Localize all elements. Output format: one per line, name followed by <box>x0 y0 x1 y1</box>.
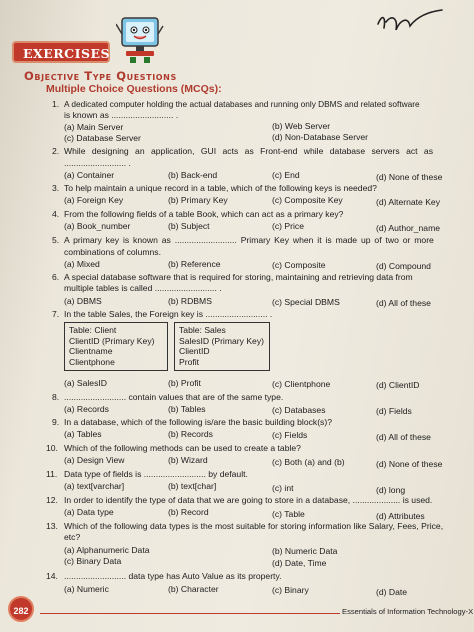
question-text: .......................... . <box>64 158 131 168</box>
question-number: 3. <box>52 183 60 193</box>
option: (c) int <box>272 483 294 493</box>
option: (d) Alternate Key <box>376 197 441 207</box>
client-table <box>64 322 168 371</box>
sales-table-row: Profit <box>179 356 200 367</box>
option: (c) End <box>272 170 300 180</box>
question-text: etc? <box>64 532 81 542</box>
option: (a) SalesID <box>64 378 107 388</box>
question-number: 5. <box>52 235 60 245</box>
mcq-subtitle: Multiple Choice Questions (MCQs): <box>46 83 222 95</box>
question-number: 14. <box>46 571 58 581</box>
footer-divider <box>40 613 340 614</box>
option: (a) Design View <box>64 455 125 465</box>
option: (b) Tables <box>168 404 206 414</box>
option: (b) Numeric Data <box>272 546 338 556</box>
question-text: Data type of fields is .......................... by default. <box>64 469 248 479</box>
option: (a) Book_number <box>64 221 131 231</box>
question-text: In order to identify the type of data that we are going to store in a database, .................... is used. <box>64 495 433 505</box>
option: (c) Special DBMS <box>272 297 340 307</box>
option: (b) RDBMS <box>168 296 212 306</box>
sales-table-title: Table: Sales <box>179 325 226 335</box>
question-text: A primary key is known as .......................... Primary Key when it is made up of two or more <box>64 235 434 245</box>
question-text: From the following fields of a table Book, which can act as a primary key? <box>64 209 344 219</box>
option: (d) Date <box>376 587 408 597</box>
sales-table <box>174 322 270 371</box>
question-text: A dedicated computer holding the actual databases and running only DBMS and related software <box>64 99 420 109</box>
client-table-row: Clientphone <box>69 356 115 367</box>
page-number-badge: 282 <box>8 596 34 622</box>
question-text: .......................... contain values that are of the same type. <box>64 392 284 402</box>
question-number: 12. <box>46 495 58 505</box>
option: (d) None of these <box>376 459 443 469</box>
option: (b) Back-end <box>168 170 218 180</box>
option: (b) Record <box>168 507 209 517</box>
option: (d) None of these <box>376 172 443 182</box>
question-text: Which of the following methods can be used to create a table? <box>64 443 301 453</box>
option: (d) Date, Time <box>272 558 327 568</box>
option: (d) Fields <box>376 406 412 416</box>
question-text: While designing an application, GUI acts as Front-end while database servers act as <box>64 146 433 156</box>
option: (a) Mixed <box>64 259 100 269</box>
question-number: 1. <box>52 99 60 109</box>
option: (a) DBMS <box>64 296 102 306</box>
option: (c) Clientphone <box>272 379 331 389</box>
option: (c) Database Server <box>64 133 141 143</box>
option: (a) Numeric <box>64 584 109 594</box>
exercises-banner: EXERCISES <box>12 41 110 63</box>
option: (b) Wizard <box>168 455 208 465</box>
question-number: 4. <box>52 209 60 219</box>
question-number: 9. <box>52 417 60 427</box>
option: (b) Web Server <box>272 121 331 131</box>
option: (b) Character <box>168 584 219 594</box>
question-number: 2. <box>52 146 60 156</box>
option: (a) Foreign Key <box>64 195 124 205</box>
question-text: Which of the following data types is the most suitable for storing information like Salary, Fees, Price, <box>64 521 444 531</box>
option: (a) Main Server <box>64 122 124 132</box>
client-table-title: Table: Client <box>69 325 117 335</box>
option: (a) Alphanumeric Data <box>64 545 150 555</box>
option: (b) Subject <box>168 221 210 231</box>
option: (b) Profit <box>168 378 201 388</box>
option: (d) All of these <box>376 432 431 442</box>
option: (b) Reference <box>168 259 221 269</box>
question-text: combinations of columns. <box>64 247 161 257</box>
option: (a) Container <box>64 170 115 180</box>
question-text: A special database software that is required for storing, maintaining and retrieving data from <box>64 272 413 282</box>
question-number: 6. <box>52 272 60 282</box>
option: (a) text[varchar] <box>64 481 125 491</box>
option: (a) Data type <box>64 507 114 517</box>
question-text: In a database, which of the following is/are the basic building block(s)? <box>64 417 332 427</box>
option: (c) Price <box>272 221 304 231</box>
option: (d) ClientID <box>376 380 420 390</box>
question-text: is known as .......................... . <box>64 110 179 120</box>
option: (b) Primary Key <box>168 195 228 205</box>
question-text: .......................... data type has Auto Value as its property. <box>64 571 282 581</box>
question-text: To help maintain a unique record in a table, which of the following keys is needed? <box>64 183 377 193</box>
book-title: Essentials of Information Technology-X <box>342 607 474 616</box>
option: (c) Binary Data <box>64 556 122 566</box>
question-number: 11. <box>46 469 58 479</box>
option: (d) Non-Database Server <box>272 132 369 142</box>
question-number: 13. <box>46 521 58 531</box>
question-text: In the table Sales, the Foreign key is .......................... . <box>64 309 273 319</box>
option: (c) Table <box>272 509 305 519</box>
option: (d) All of these <box>376 298 431 308</box>
option: (c) Composite Key <box>272 195 343 205</box>
question-number: 10. <box>46 443 58 453</box>
sales-table-row: ClientID <box>179 346 210 357</box>
client-table-row: Clientname <box>69 346 113 357</box>
question-number: 8. <box>52 392 60 402</box>
option: (c) Databases <box>272 405 326 415</box>
option: (d) Attributes <box>376 511 425 521</box>
option: (c) Binary <box>272 585 309 595</box>
option: (b) text[char] <box>168 481 217 491</box>
option: (c) Both (a) and (b) <box>272 457 345 467</box>
option: (a) Records <box>64 404 109 414</box>
question-text: multiple tables is called .......................... . <box>64 283 222 293</box>
sales-table-row: SalesID (Primary Key) <box>179 335 264 346</box>
client-table-row: ClientID (Primary Key) <box>69 335 155 346</box>
option: (a) Tables <box>64 429 102 439</box>
option: (d) long <box>376 485 406 495</box>
question-number: 7. <box>52 309 60 319</box>
option: (d) Compound <box>376 261 431 271</box>
option: (d) Author_name <box>376 223 441 233</box>
option: (b) Records <box>168 429 213 439</box>
objective-title: Objective Type Questions <box>24 69 177 83</box>
option: (c) Composite <box>272 260 326 270</box>
option: (c) Fields <box>272 430 308 440</box>
